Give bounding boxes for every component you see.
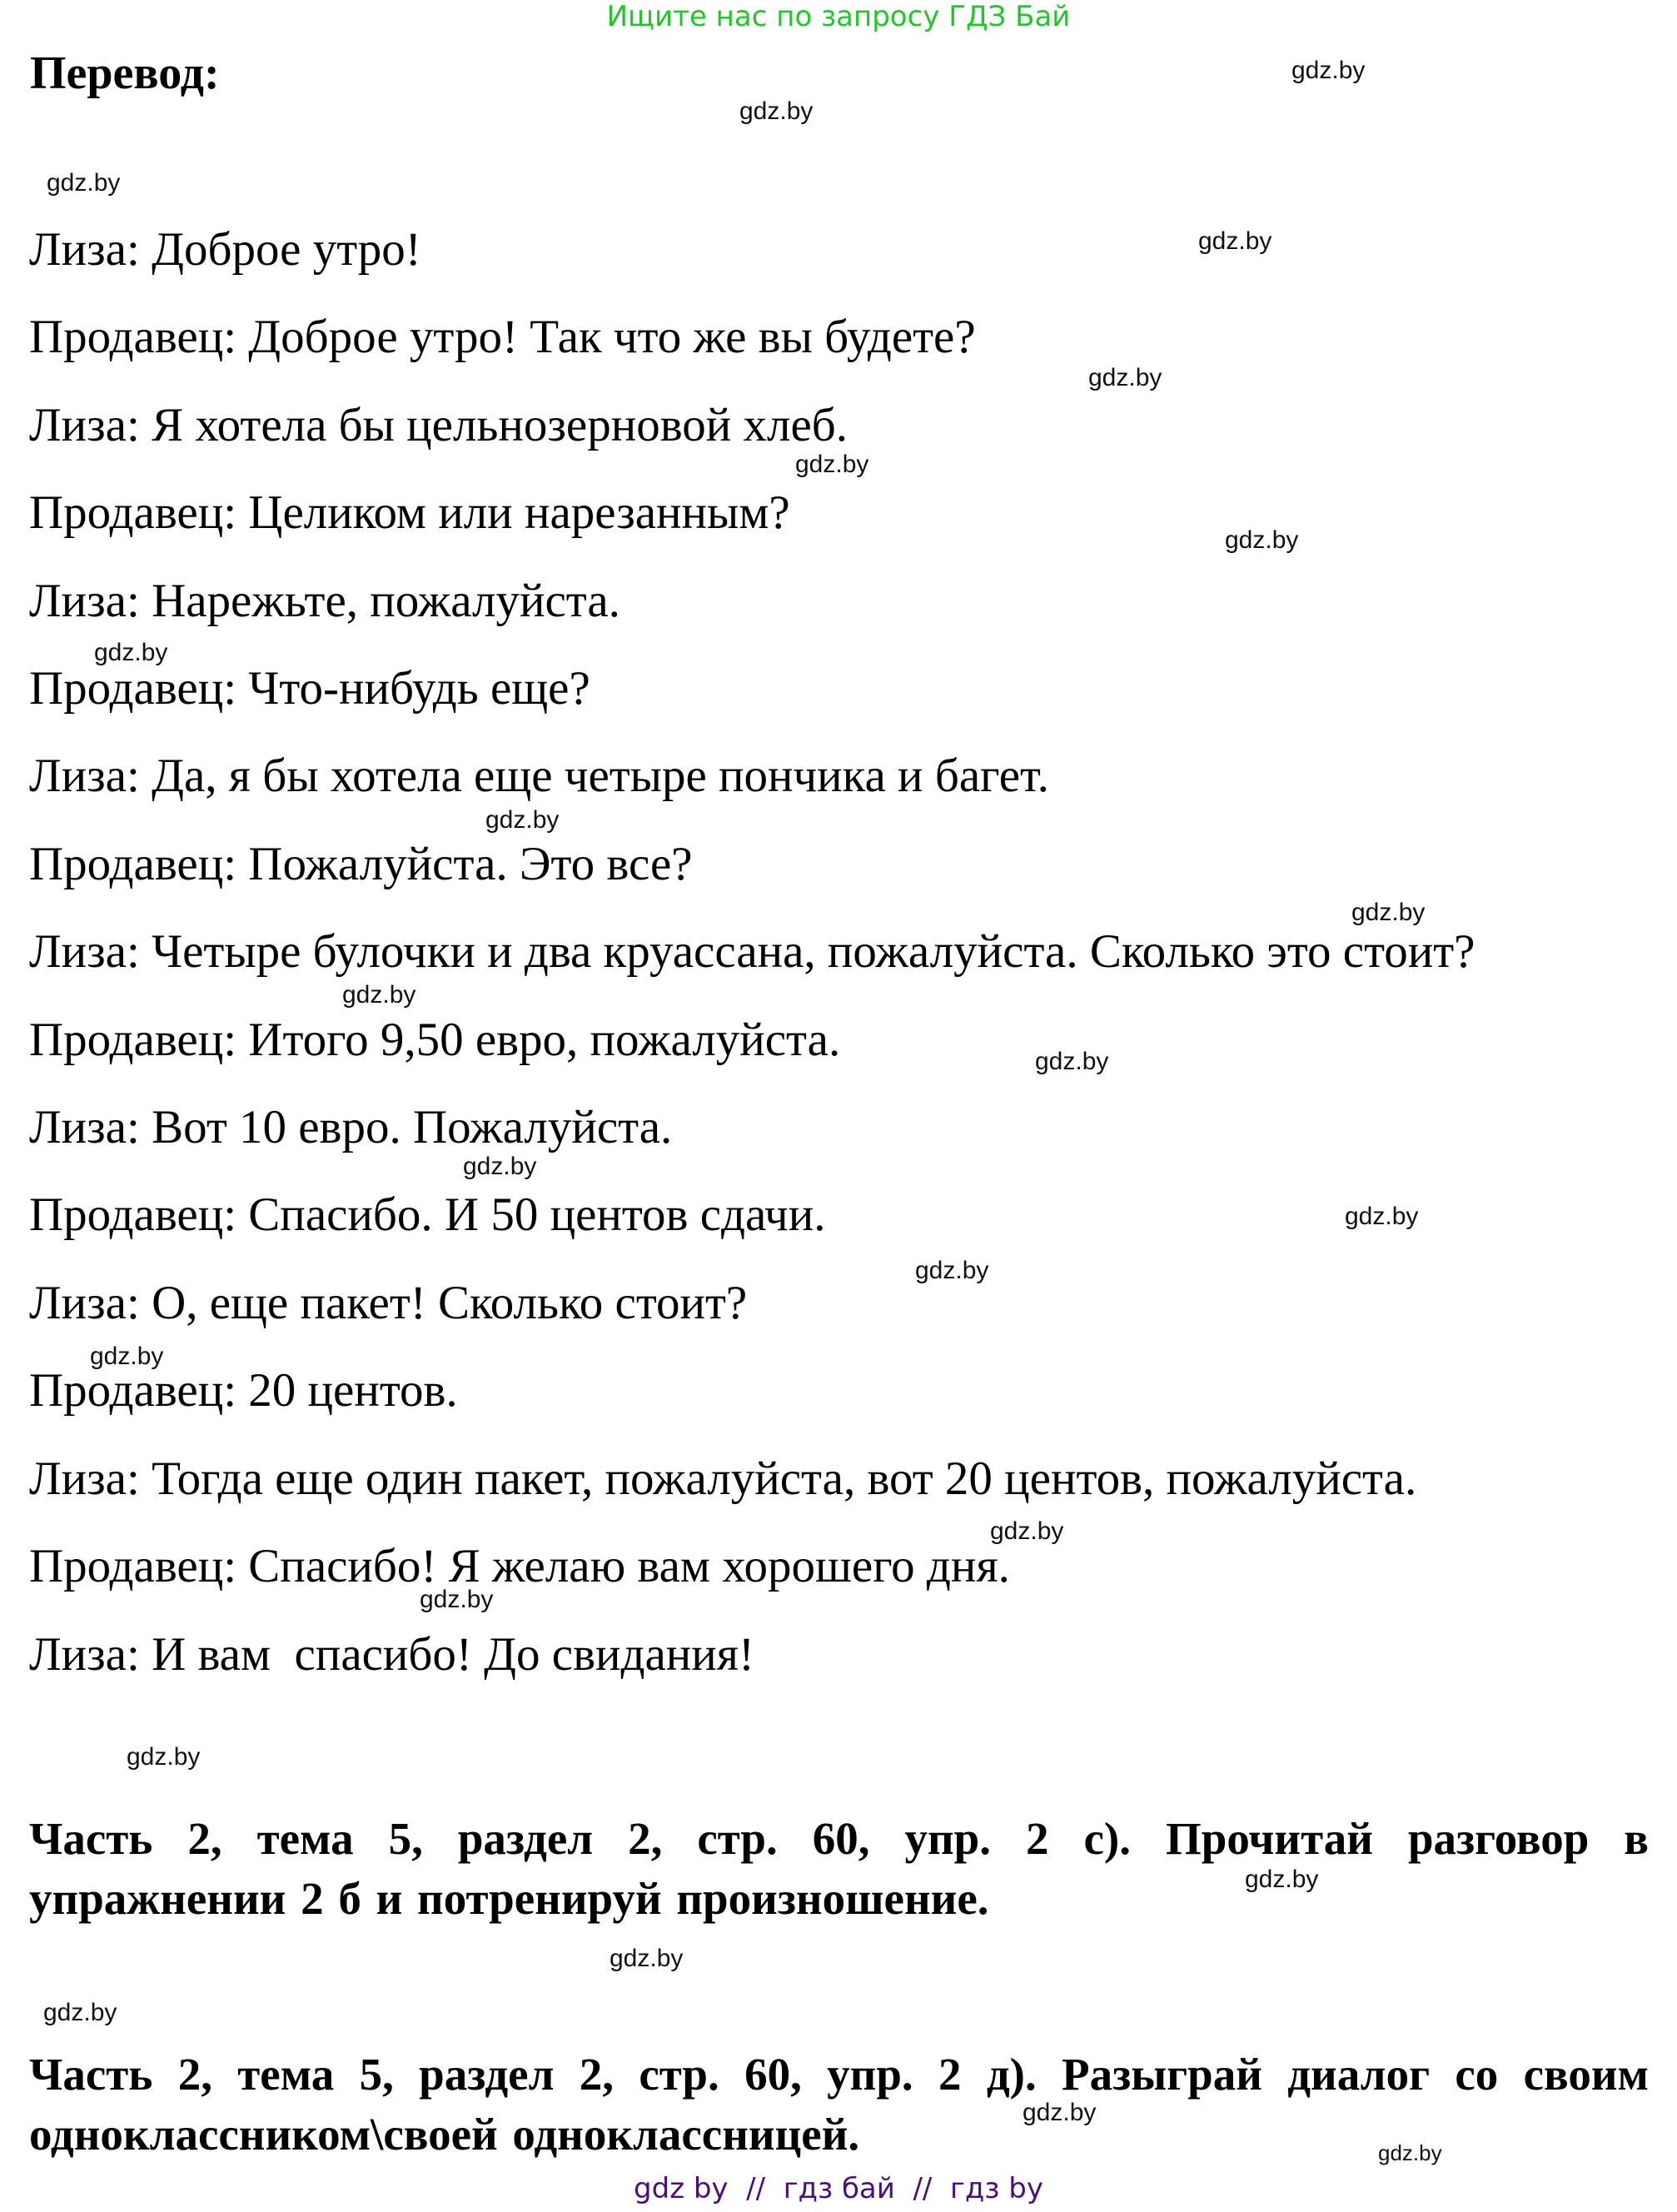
site-footer-links: gdz by // гдз бай // гдз by xyxy=(634,2172,1043,2205)
dialog-line: Продавец: Итого 9,50 евро, пожалуйста. xyxy=(29,1014,841,1066)
watermark: gdz.by xyxy=(1351,899,1426,926)
watermark: gdz.by xyxy=(1245,1866,1319,1893)
watermark: gdz.by xyxy=(463,1153,537,1180)
task-heading: Часть 2, тема 5, раздел 2, стр. 60, упр. 2 д). Разыграй диалог со своим одноклассником\своей одноклассницей. xyxy=(29,2049,1649,2160)
watermark: gdz.by xyxy=(485,806,560,834)
dialog-line: Лиза: Тогда еще один пакет, пожалуйста, вот 20 центов, пожалуйста. xyxy=(29,1452,1417,1505)
watermark: gdz.by xyxy=(1345,1203,1419,1230)
watermark: gdz.by xyxy=(420,1586,494,1613)
dialog-line: Лиза: Четыре булочки и два круассана, пожалуйста. Сколько это стоит? xyxy=(29,925,1475,978)
search-hint-banner: Ищите нас по запросу ГДЗ Бай xyxy=(606,0,1071,33)
dialog-line: Продавец: Пожалуйста. Это все? xyxy=(29,838,693,890)
watermark: gdz.by xyxy=(43,1999,117,2026)
watermark: gdz.by xyxy=(1088,364,1162,391)
watermark: gdz.by xyxy=(342,981,416,1009)
watermark: gdz.by xyxy=(915,1257,989,1284)
dialog-line: Лиза: И вам спасибо! До свидания! xyxy=(29,1628,755,1681)
dialog-line: Лиза: Вот 10 евро. Пожалуйста. xyxy=(29,1101,673,1153)
task-heading: Часть 2, тема 5, раздел 2, стр. 60, упр. 2 с). Прочитай разговор в упражнении 2 б и потренируй произношение. xyxy=(29,1813,1649,1924)
watermark: gdz.by xyxy=(739,97,814,125)
watermark: gdz.by xyxy=(1378,2140,1442,2165)
dialog-line: Продавец: 20 центов. xyxy=(29,1364,458,1417)
dialog-line: Продавец: Спасибо! Я желаю вам хорошего дня. xyxy=(29,1540,1010,1592)
dialog-line: Лиза: Доброе утро! xyxy=(29,223,421,276)
watermark: gdz.by xyxy=(127,1743,201,1771)
dialog-line: Продавец: Целиком или нарезанным? xyxy=(29,486,790,539)
watermark: gdz.by xyxy=(94,639,168,666)
page-title: Перевод: xyxy=(30,47,220,99)
watermark: gdz.by xyxy=(47,169,121,197)
watermark: gdz.by xyxy=(1035,1048,1109,1075)
watermark: gdz.by xyxy=(610,1945,684,1972)
watermark: gdz.by xyxy=(1291,57,1366,84)
dialog-line: Продавец: Спасибо. И 50 центов сдачи. xyxy=(29,1188,826,1241)
dialog-line: Лиза: Нарежьте, пожалуйста. xyxy=(29,575,620,627)
watermark: gdz.by xyxy=(795,451,869,478)
dialog-line: Лиза: Да, я бы хотела еще четыре пончика и багет. xyxy=(29,750,1049,802)
watermark: gdz.by xyxy=(1198,227,1272,255)
watermark: gdz.by xyxy=(1023,2099,1097,2126)
watermark: gdz.by xyxy=(90,1343,164,1370)
watermark: gdz.by xyxy=(1225,526,1299,554)
dialog-line: Лиза: О, еще пакет! Сколько стоит? xyxy=(29,1277,748,1329)
dialog-line: Продавец: Доброе утро! Так что же вы будете? xyxy=(29,311,976,363)
dialog-line: Лиза: Я хотела бы цельнозерновой хлеб. xyxy=(29,399,848,451)
dialog-line: Продавец: Что-нибудь еще? xyxy=(29,662,590,715)
watermark: gdz.by xyxy=(990,1517,1064,1545)
